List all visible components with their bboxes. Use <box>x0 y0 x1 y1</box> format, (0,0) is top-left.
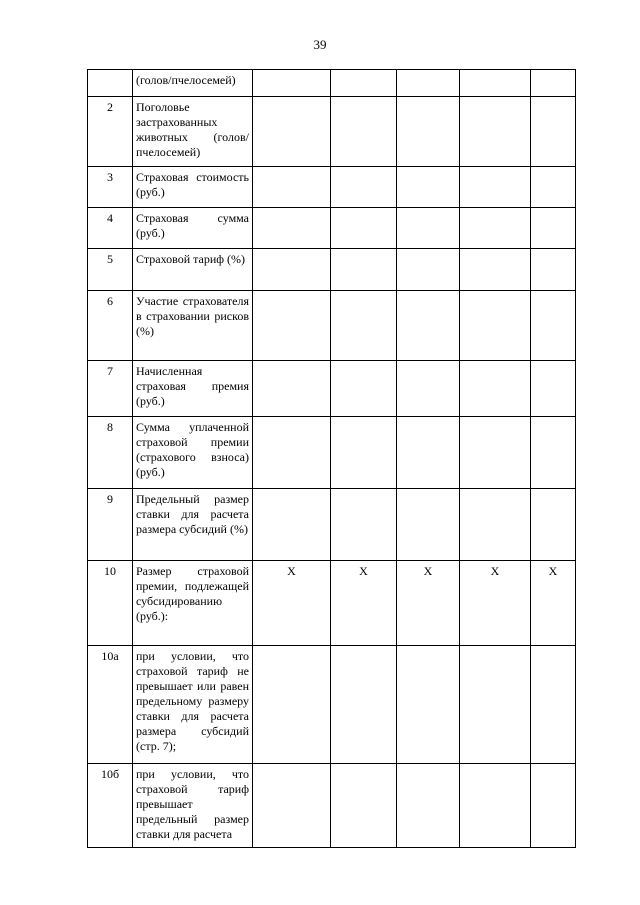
value-cell: X <box>331 561 397 646</box>
value-cell <box>397 417 460 489</box>
value-cell <box>331 291 397 361</box>
table-row <box>88 417 576 489</box>
row-number-cell: 9 <box>88 489 133 561</box>
value-cell: X <box>460 561 531 646</box>
value-cell <box>460 764 531 848</box>
row-number-cell: 8 <box>88 417 133 489</box>
value-cell <box>531 291 576 361</box>
table-row-continuation <box>88 70 576 97</box>
value-cell <box>331 361 397 417</box>
value-cell <box>531 489 576 561</box>
value-cell <box>460 417 531 489</box>
value-cell <box>397 646 460 764</box>
value-cell: X <box>253 561 331 646</box>
page-number: 39 <box>313 37 327 52</box>
value-cell <box>331 97 397 167</box>
row-description-cell: Страховая стоимость (руб.) <box>133 167 253 208</box>
value-cell: X <box>531 561 576 646</box>
value-cell <box>531 70 576 97</box>
value-cell <box>253 417 331 489</box>
table-row <box>88 764 576 848</box>
value-cell <box>331 70 397 97</box>
row-number-cell: 6 <box>88 291 133 361</box>
table-row <box>88 646 576 764</box>
value-cell <box>397 167 460 208</box>
value-cell <box>331 249 397 291</box>
value-cell <box>397 208 460 249</box>
row-description-cell: Страховая сумма (руб.) <box>133 208 253 249</box>
value-cell <box>460 249 531 291</box>
value-cell <box>253 764 331 848</box>
row-number-cell: 10 <box>88 561 133 646</box>
value-cell <box>460 70 531 97</box>
row-number-cell: 3 <box>88 167 133 208</box>
value-cell <box>253 489 331 561</box>
value-cell <box>397 70 460 97</box>
value-cell <box>397 291 460 361</box>
value-cell <box>460 167 531 208</box>
row-description-cell: Размер страховой премии, подлежащей субсидированию (руб.): <box>133 561 253 646</box>
value-cell <box>253 167 331 208</box>
value-cell <box>531 417 576 489</box>
value-cell <box>531 97 576 167</box>
table-row <box>88 361 576 417</box>
row-number-cell: 4 <box>88 208 133 249</box>
table-row <box>88 208 576 249</box>
row-number-cell: 2 <box>88 97 133 167</box>
row-description-cell: Сумма уплаченной страховой премии (страхового взноса) (руб.) <box>133 417 253 489</box>
row-description-cell: Поголовье застрахованных животных (голов/пчелосемей) <box>133 97 253 167</box>
value-cell <box>331 208 397 249</box>
value-cell <box>397 489 460 561</box>
value-cell <box>397 249 460 291</box>
value-cell <box>331 764 397 848</box>
value-cell <box>331 646 397 764</box>
row-description-cell: Страховой тариф (%) <box>133 249 253 291</box>
table-row <box>88 291 576 361</box>
table-row <box>88 249 576 291</box>
value-cell <box>460 291 531 361</box>
row-description-cell: Предельный размер ставки для расчета размера субсидий (%) <box>133 489 253 561</box>
value-cell <box>253 249 331 291</box>
value-cell <box>397 361 460 417</box>
value-cell <box>531 646 576 764</box>
insurance-table <box>87 69 576 848</box>
value-cell <box>460 361 531 417</box>
row-description-cell: при условии, что страховой тариф не превышает или равен предельному размеру ставки для расчета размера субсидий (стр. 7); <box>133 646 253 764</box>
row-description-cell: Участие страхователя в страховании рисков (%) <box>133 291 253 361</box>
row-number-cell: 7 <box>88 361 133 417</box>
value-cell <box>531 249 576 291</box>
table-row <box>88 97 576 167</box>
table-row <box>88 167 576 208</box>
value-cell <box>460 646 531 764</box>
row-number-cell: 10б <box>88 764 133 848</box>
value-cell <box>397 97 460 167</box>
value-cell <box>253 361 331 417</box>
value-cell <box>331 489 397 561</box>
row-description-cell: при условии, что страховой тариф превышает предельный размер ставки для расчета <box>133 764 253 848</box>
row-number-cell: 10а <box>88 646 133 764</box>
value-cell <box>460 97 531 167</box>
value-cell <box>253 70 331 97</box>
row-number-cell: 5 <box>88 249 133 291</box>
value-cell <box>331 167 397 208</box>
value-cell <box>460 489 531 561</box>
value-cell <box>531 167 576 208</box>
row-description-cell: Начисленная страховая премия (руб.) <box>133 361 253 417</box>
value-cell <box>331 417 397 489</box>
row-number-cell <box>88 70 133 97</box>
value-cell <box>531 208 576 249</box>
row-description-cell: (голов/пчелосемей) <box>133 70 253 97</box>
value-cell <box>253 291 331 361</box>
value-cell: X <box>397 561 460 646</box>
value-cell <box>253 646 331 764</box>
value-cell <box>397 764 460 848</box>
table-row <box>88 561 576 646</box>
value-cell <box>253 97 331 167</box>
value-cell <box>253 208 331 249</box>
value-cell <box>531 764 576 848</box>
table-row <box>88 489 576 561</box>
value-cell <box>531 361 576 417</box>
value-cell <box>460 208 531 249</box>
